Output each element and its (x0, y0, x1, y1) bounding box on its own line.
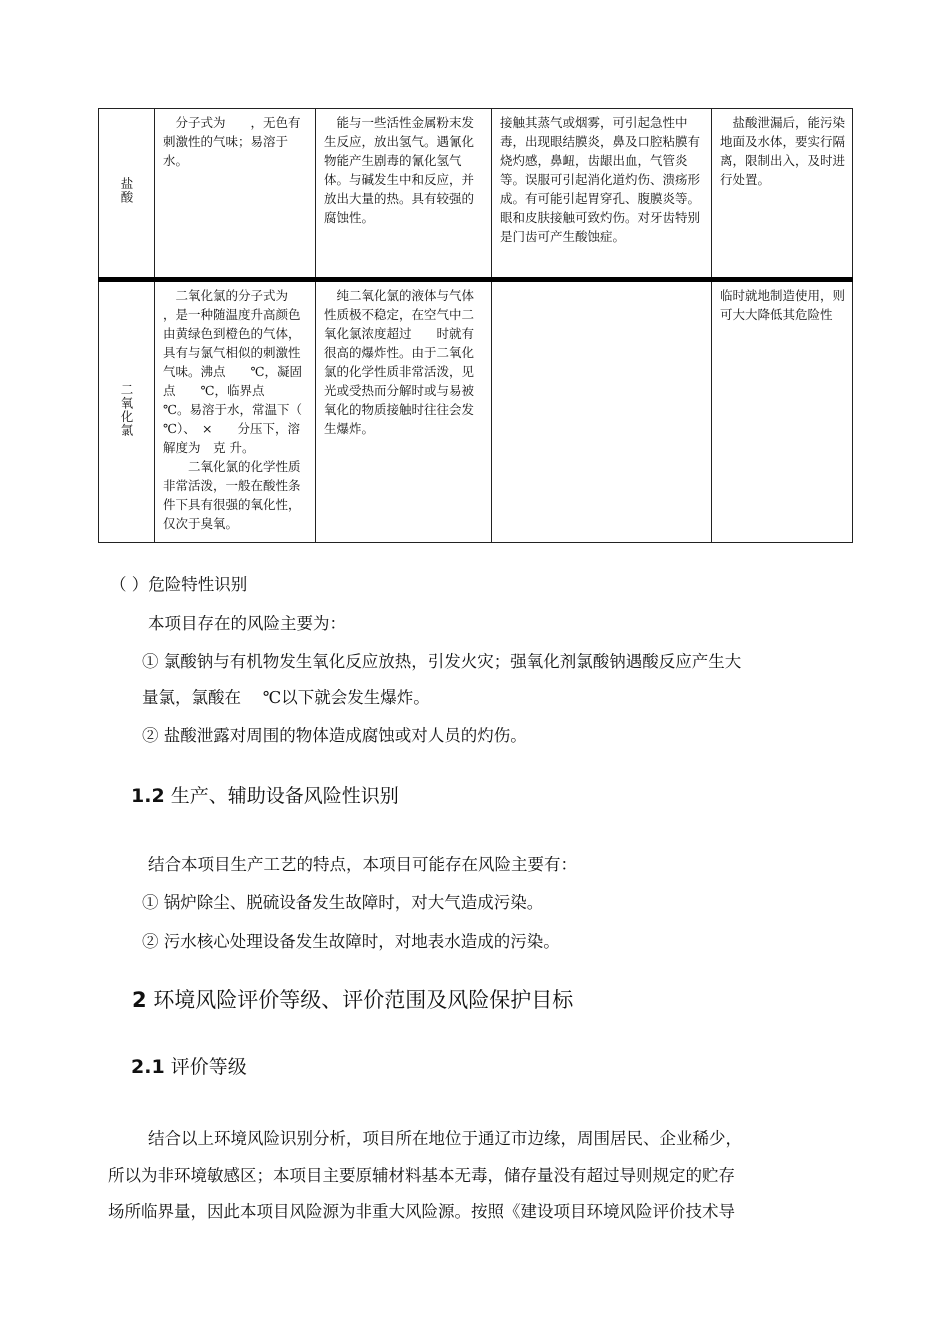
substance-name: 二氧化氯 (119, 382, 134, 437)
physical-properties-cell: 分子式为 ，无色有刺激性的气味；易溶于水。 (155, 109, 316, 280)
hazard-item-1-line-1: ① 氯酸钠与有机物发生氧化反应放热，引发火灾；强氧化剂氯酸钠遇酸反应产生大 (142, 652, 742, 671)
section-title: 评价等级 (170, 1056, 247, 1078)
section-number: 1.2 (131, 785, 165, 807)
substance-name: 盐酸 (119, 177, 134, 204)
emergency-measures-cell: 盐酸泄漏后，能污染地面及水体，要实行隔离，限制出入，及时进行处置。 (712, 109, 853, 280)
substance-name-cell (99, 280, 155, 543)
evaluation-paragraph-line-2: 所以为非环境敏感区；本项目主要原辅材料基本无毒，储存量没有超过导则规定的贮存 (108, 1166, 735, 1185)
section-number: 2 (132, 988, 147, 1012)
physical-properties-cell (155, 280, 316, 543)
section-title: 环境风险评价等级、评价范围及风险保护目标 (153, 988, 574, 1012)
evaluation-paragraph-line-3: 场所临界量，因此本项目风险源为非重大风险源。按照《建设项目环境风险评价技术导 (108, 1202, 735, 1221)
health-hazard-cell: 接触其蒸气或烟雾，可引起急性中毒，出现眼结膜炎，鼻及口腔粘膜有烧灼感，鼻衄，齿龈出血，气管炎等。误服可引起消化道灼伤、溃疡形成。有可能引起胃穿孔、腹膜炎等。眼和皮肤接触可致灼伤。对牙齿特别是门齿可产生酸蚀症。 (492, 109, 712, 280)
emergency-measures-cell: 临时就地制造使用，则可大大降低其危险性 (712, 280, 853, 543)
health-hazard-cell (492, 280, 712, 543)
section-heading-2 (132, 984, 573, 1014)
properties-paragraph: 二氧化氯的化学性质非常活泼，一般在酸性条件下具有很强的氧化性，仅次于臭氧。 (163, 459, 301, 531)
hazard-section-title: （ ）危险特性识别 (110, 575, 248, 594)
section-heading-1-2 (131, 781, 399, 808)
hazard-properties-table (98, 108, 853, 543)
hazard-item-1-line-2: 量氯，氯酸在 ℃以下就会发生爆炸。 (142, 688, 430, 707)
evaluation-paragraph-line-1: 结合以上环境风险识别分析，项目所在地位于通辽市边缘，周围居民、企业稀少， (148, 1129, 742, 1148)
section-number: 2.1 (131, 1056, 165, 1078)
table-row (99, 280, 853, 543)
chemical-properties-cell: 能与一些活性金属粉末发生反应，放出氢气。遇氰化物能产生剧毒的氰化氢气体。与碱发生中和反应，并放出大量的热。具有较强的腐蚀性。 (316, 109, 492, 280)
substance-name-cell (99, 109, 155, 280)
properties-paragraph: 二氧化氯的分子式为 ，是一种随温度升高颜色由黄绿色到橙色的气体，具有与氯气相似的刺激性气味。沸点 ℃，凝固点 ℃，临界点 ℃。易溶于水，常温下（ ℃）、 × 分压下，溶解度为 克 升。 (163, 288, 315, 455)
equipment-intro: 结合本项目生产工艺的特点，本项目可能存在风险主要有： (148, 855, 577, 874)
section-heading-2-1 (131, 1052, 247, 1079)
section-title: 生产、辅助设备风险性识别 (170, 785, 399, 807)
equipment-item-1: ① 锅炉除尘、脱硫设备发生故障时，对大气造成污染。 (142, 893, 544, 912)
table-row (99, 109, 853, 280)
chemical-properties-cell: 纯二氧化氯的液体与气体性质极不稳定，在空气中二氧化氯浓度超过 时就有很高的爆炸性。由于二氧化氯的化学性质非常活泼，见光或受热而分解时或与易被氧化的物质接触时往往会发生爆炸。 (316, 280, 492, 543)
hazard-intro: 本项目存在的风险主要为： (148, 614, 346, 633)
equipment-item-2: ② 污水核心处理设备发生故障时，对地表水造成的污染。 (142, 932, 560, 951)
hazard-item-2: ② 盐酸泄露对周围的物体造成腐蚀或对人员的灼伤。 (142, 726, 527, 745)
